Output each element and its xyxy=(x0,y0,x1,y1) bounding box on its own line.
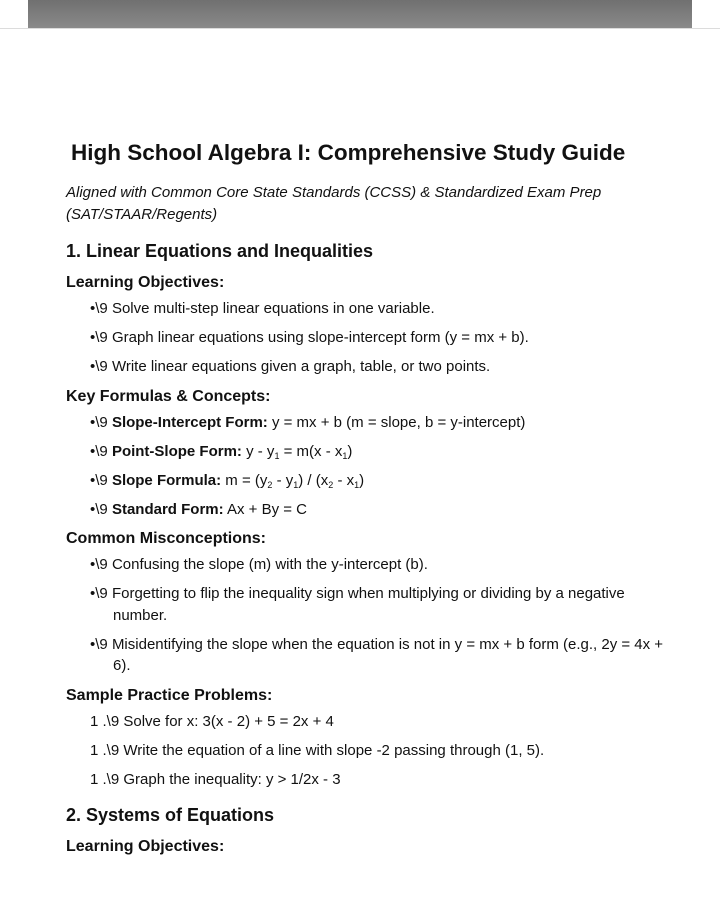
bullet-marker: •\9 xyxy=(90,358,112,375)
bullet-marker: •\9 xyxy=(90,635,112,653)
list-item xyxy=(66,298,666,320)
document-subtitle: Aligned with Common Core State Standards (CCSS) & Standardized Exam Prep (SAT/STAAR/Regents) xyxy=(66,184,602,223)
subscript: 1 xyxy=(293,479,299,490)
document-body xyxy=(66,138,666,858)
list-item xyxy=(66,554,666,576)
formula-slope xyxy=(66,470,666,492)
list-item-text: Solve multi-step linear equations in one variable. xyxy=(111,300,435,317)
list-item xyxy=(66,740,666,762)
formula-text: = m(x - x xyxy=(279,442,343,460)
formula-text: y = mx + b (m = slope, b = y-intercept) xyxy=(267,413,526,431)
bullet-marker: •\9 xyxy=(90,442,112,460)
list-item xyxy=(66,711,666,733)
practice-list xyxy=(66,711,666,791)
document-title: High School Algebra I: Comprehensive Study Guide xyxy=(71,140,626,165)
formula-standard xyxy=(66,499,666,521)
list-item xyxy=(66,356,666,378)
formula-point-slope xyxy=(66,441,666,463)
list-item-text: Forgetting to flip the inequality sign when multiplying or dividing by a negative number. xyxy=(111,585,625,624)
misconceptions-heading: Common Misconceptions: xyxy=(66,530,267,547)
top-divider xyxy=(0,28,720,29)
bullet-marker: •\9 xyxy=(90,300,112,317)
number-marker: 1 .\9 xyxy=(90,741,124,759)
subscript: 2 xyxy=(267,479,273,490)
list-item-text: Confusing the slope (m) with the y-intercept (b). xyxy=(111,556,428,573)
bullet-marker: •\9 xyxy=(90,556,112,573)
list-item-text: Graph linear equations using slope-intercept form (y = mx + b). xyxy=(111,329,529,346)
bullet-marker: •\9 xyxy=(90,471,112,489)
number-marker: 1 .\9 xyxy=(90,770,124,788)
section-heading-systems: 2. Systems of Equations xyxy=(66,805,275,825)
bullet-marker: •\9 xyxy=(90,585,112,602)
formula-text: - y xyxy=(272,471,294,489)
subscript: 1 xyxy=(354,479,360,490)
practice-heading: Sample Practice Problems: xyxy=(66,686,273,704)
formula-text: ) xyxy=(347,442,353,460)
list-item-text: Misidentifying the slope when the equation is not in y = mx + b form (e.g., 2y = 4x + 6). xyxy=(111,635,664,674)
bullet-marker: •\9 xyxy=(90,413,112,431)
list-item-text: Write the equation of a line with slope -2 passing through (1, 5). xyxy=(123,741,545,759)
subscript: 1 xyxy=(274,450,280,461)
formula-slope-intercept xyxy=(66,412,666,434)
learning-objectives-heading: Learning Objectives: xyxy=(66,274,225,291)
bullet-marker: •\9 xyxy=(90,500,112,518)
list-item xyxy=(66,634,666,677)
formula-text: - x xyxy=(333,471,355,489)
formula-text: y - y xyxy=(241,442,275,460)
list-item xyxy=(66,583,666,626)
formula-text: m = (y xyxy=(221,471,268,489)
list-item-text: Solve for x: 3(x - 2) + 5 = 2x + 4 xyxy=(123,712,334,730)
formula-label: Standard Form: xyxy=(111,500,224,518)
list-item xyxy=(66,769,666,791)
formula-text: ) xyxy=(359,471,365,489)
number-marker: 1 .\9 xyxy=(90,712,124,730)
browser-top-bar xyxy=(28,0,692,28)
key-formulas-list xyxy=(66,412,666,521)
list-item-text: Graph the inequality: y > 1/2x - 3 xyxy=(123,770,341,788)
learning-objectives-heading: Learning Objectives: xyxy=(66,838,225,855)
key-formulas-heading: Key Formulas & Concepts: xyxy=(66,387,271,405)
formula-text: Ax + By = C xyxy=(223,500,307,518)
formula-label: Slope-Intercept Form: xyxy=(111,413,268,431)
misconceptions-list xyxy=(66,554,666,677)
subscript: 2 xyxy=(328,479,334,490)
list-item xyxy=(66,327,666,349)
list-item-text: Write linear equations given a graph, table, or two points. xyxy=(111,358,491,375)
formula-label: Slope Formula: xyxy=(111,471,222,489)
formula-label: Point-Slope Form: xyxy=(111,442,242,460)
subscript: 1 xyxy=(342,450,348,461)
learning-objectives-list xyxy=(66,298,666,378)
formula-text: ) / (x xyxy=(298,471,329,489)
section-heading-linear: 1. Linear Equations and Inequalities xyxy=(66,241,374,261)
bullet-marker: •\9 xyxy=(90,329,112,346)
